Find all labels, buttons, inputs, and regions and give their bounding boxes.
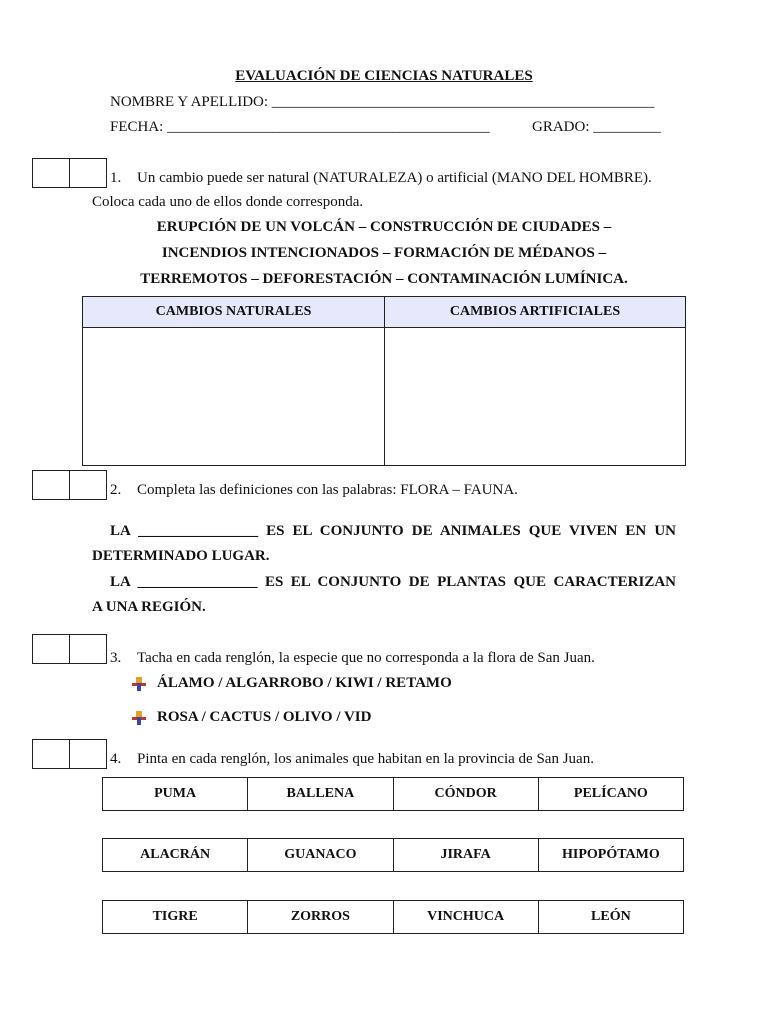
name-line: NOMBRE Y APELLIDO: ___________________________________________________ (110, 94, 655, 110)
q3-text: Tacha en cada renglón, la especie que no corresponda a la flora de San Juan. (137, 650, 595, 666)
q2-def2-line2: A UNA REGIÓN. (92, 599, 206, 615)
q1-words-3: TERREMOTOS – DEFORESTACIÓN – CONTAMINACIÓN LUMÍNICA. (140, 271, 628, 287)
natural-changes-cell[interactable] (83, 328, 385, 465)
q3-item-2: ROSA / CACTUS / OLIVO / VID (157, 709, 372, 725)
natural-changes-header: CAMBIOS NATURALES (83, 297, 385, 328)
score-box-q2 (32, 470, 107, 500)
animal-cell[interactable]: ALACRÁN (140, 847, 211, 862)
artificial-changes-header: CAMBIOS ARTIFICIALES (385, 297, 685, 328)
score-box-q4 (32, 739, 107, 769)
animal-cell[interactable]: GUANACO (247, 839, 392, 871)
animals-row-2 (102, 838, 684, 872)
date-line: FECHA: ___________________________________________ (110, 119, 490, 135)
q1-text: Un cambio puede ser natural (NATURALEZA) o artificial (MANO DEL HOMBRE). (137, 170, 652, 186)
q2-def1-line2: DETERMINADO LUGAR. (92, 548, 270, 564)
q3-item-1: ÁLAMO / ALGARROBO / KIWI / RETAMO (157, 675, 452, 691)
animal-cell[interactable]: BALLENA (247, 778, 392, 810)
grade-line: GRADO: _________ (532, 119, 661, 135)
score-box-q3 (32, 634, 107, 664)
bullet-icon (132, 677, 148, 691)
page-title: EVALUACIÓN DE CIENCIAS NATURALES (235, 68, 533, 84)
score-box-q1 (32, 158, 107, 188)
animal-cell[interactable]: ZORROS (247, 901, 392, 933)
q4-text: Pinta en cada renglón, los animales que habitan en la provincia de San Juan. (137, 751, 594, 767)
q1-text-2: Coloca cada uno de ellos donde corresponda. (92, 194, 364, 210)
q4-number: 4. (110, 751, 122, 767)
q1-number: 1. (110, 170, 122, 186)
animal-cell[interactable]: PELÍCANO (538, 778, 683, 810)
bullet-icon (132, 711, 148, 725)
q2-text: Completa las definiciones con las palabras: FLORA – FAUNA. (137, 482, 518, 498)
animal-cell[interactable]: PUMA (154, 786, 197, 801)
q1-words-1: ERUPCIÓN DE UN VOLCÁN – CONSTRUCCIÓN DE CIUDADES – (156, 219, 612, 235)
animal-cell[interactable]: LEÓN (538, 901, 683, 933)
changes-table (82, 296, 686, 466)
q2-number: 2. (110, 482, 122, 498)
animal-cell[interactable]: CÓNDOR (393, 778, 538, 810)
artificial-changes-cell[interactable] (385, 328, 685, 465)
q3-number: 3. (110, 650, 122, 666)
animals-row-1 (102, 777, 684, 811)
animal-cell[interactable]: JIRAFA (393, 839, 538, 871)
animal-cell[interactable]: HIPOPÓTAMO (538, 839, 683, 871)
q2-def1-line1: LA ________________ ES EL CONJUNTO DE ANIMALES QUE VIVEN EN UN (110, 523, 676, 539)
q2-def2-line1: LA ________________ ES EL CONJUNTO DE PLANTAS QUE CARACTERIZAN (110, 574, 676, 590)
animal-cell[interactable]: TIGRE (152, 909, 198, 924)
animals-row-3 (102, 900, 684, 934)
animal-cell[interactable]: VINCHUCA (393, 901, 538, 933)
q1-words-2: INCENDIOS INTENCIONADOS – FORMACIÓN DE MÉDANOS – (161, 245, 607, 261)
